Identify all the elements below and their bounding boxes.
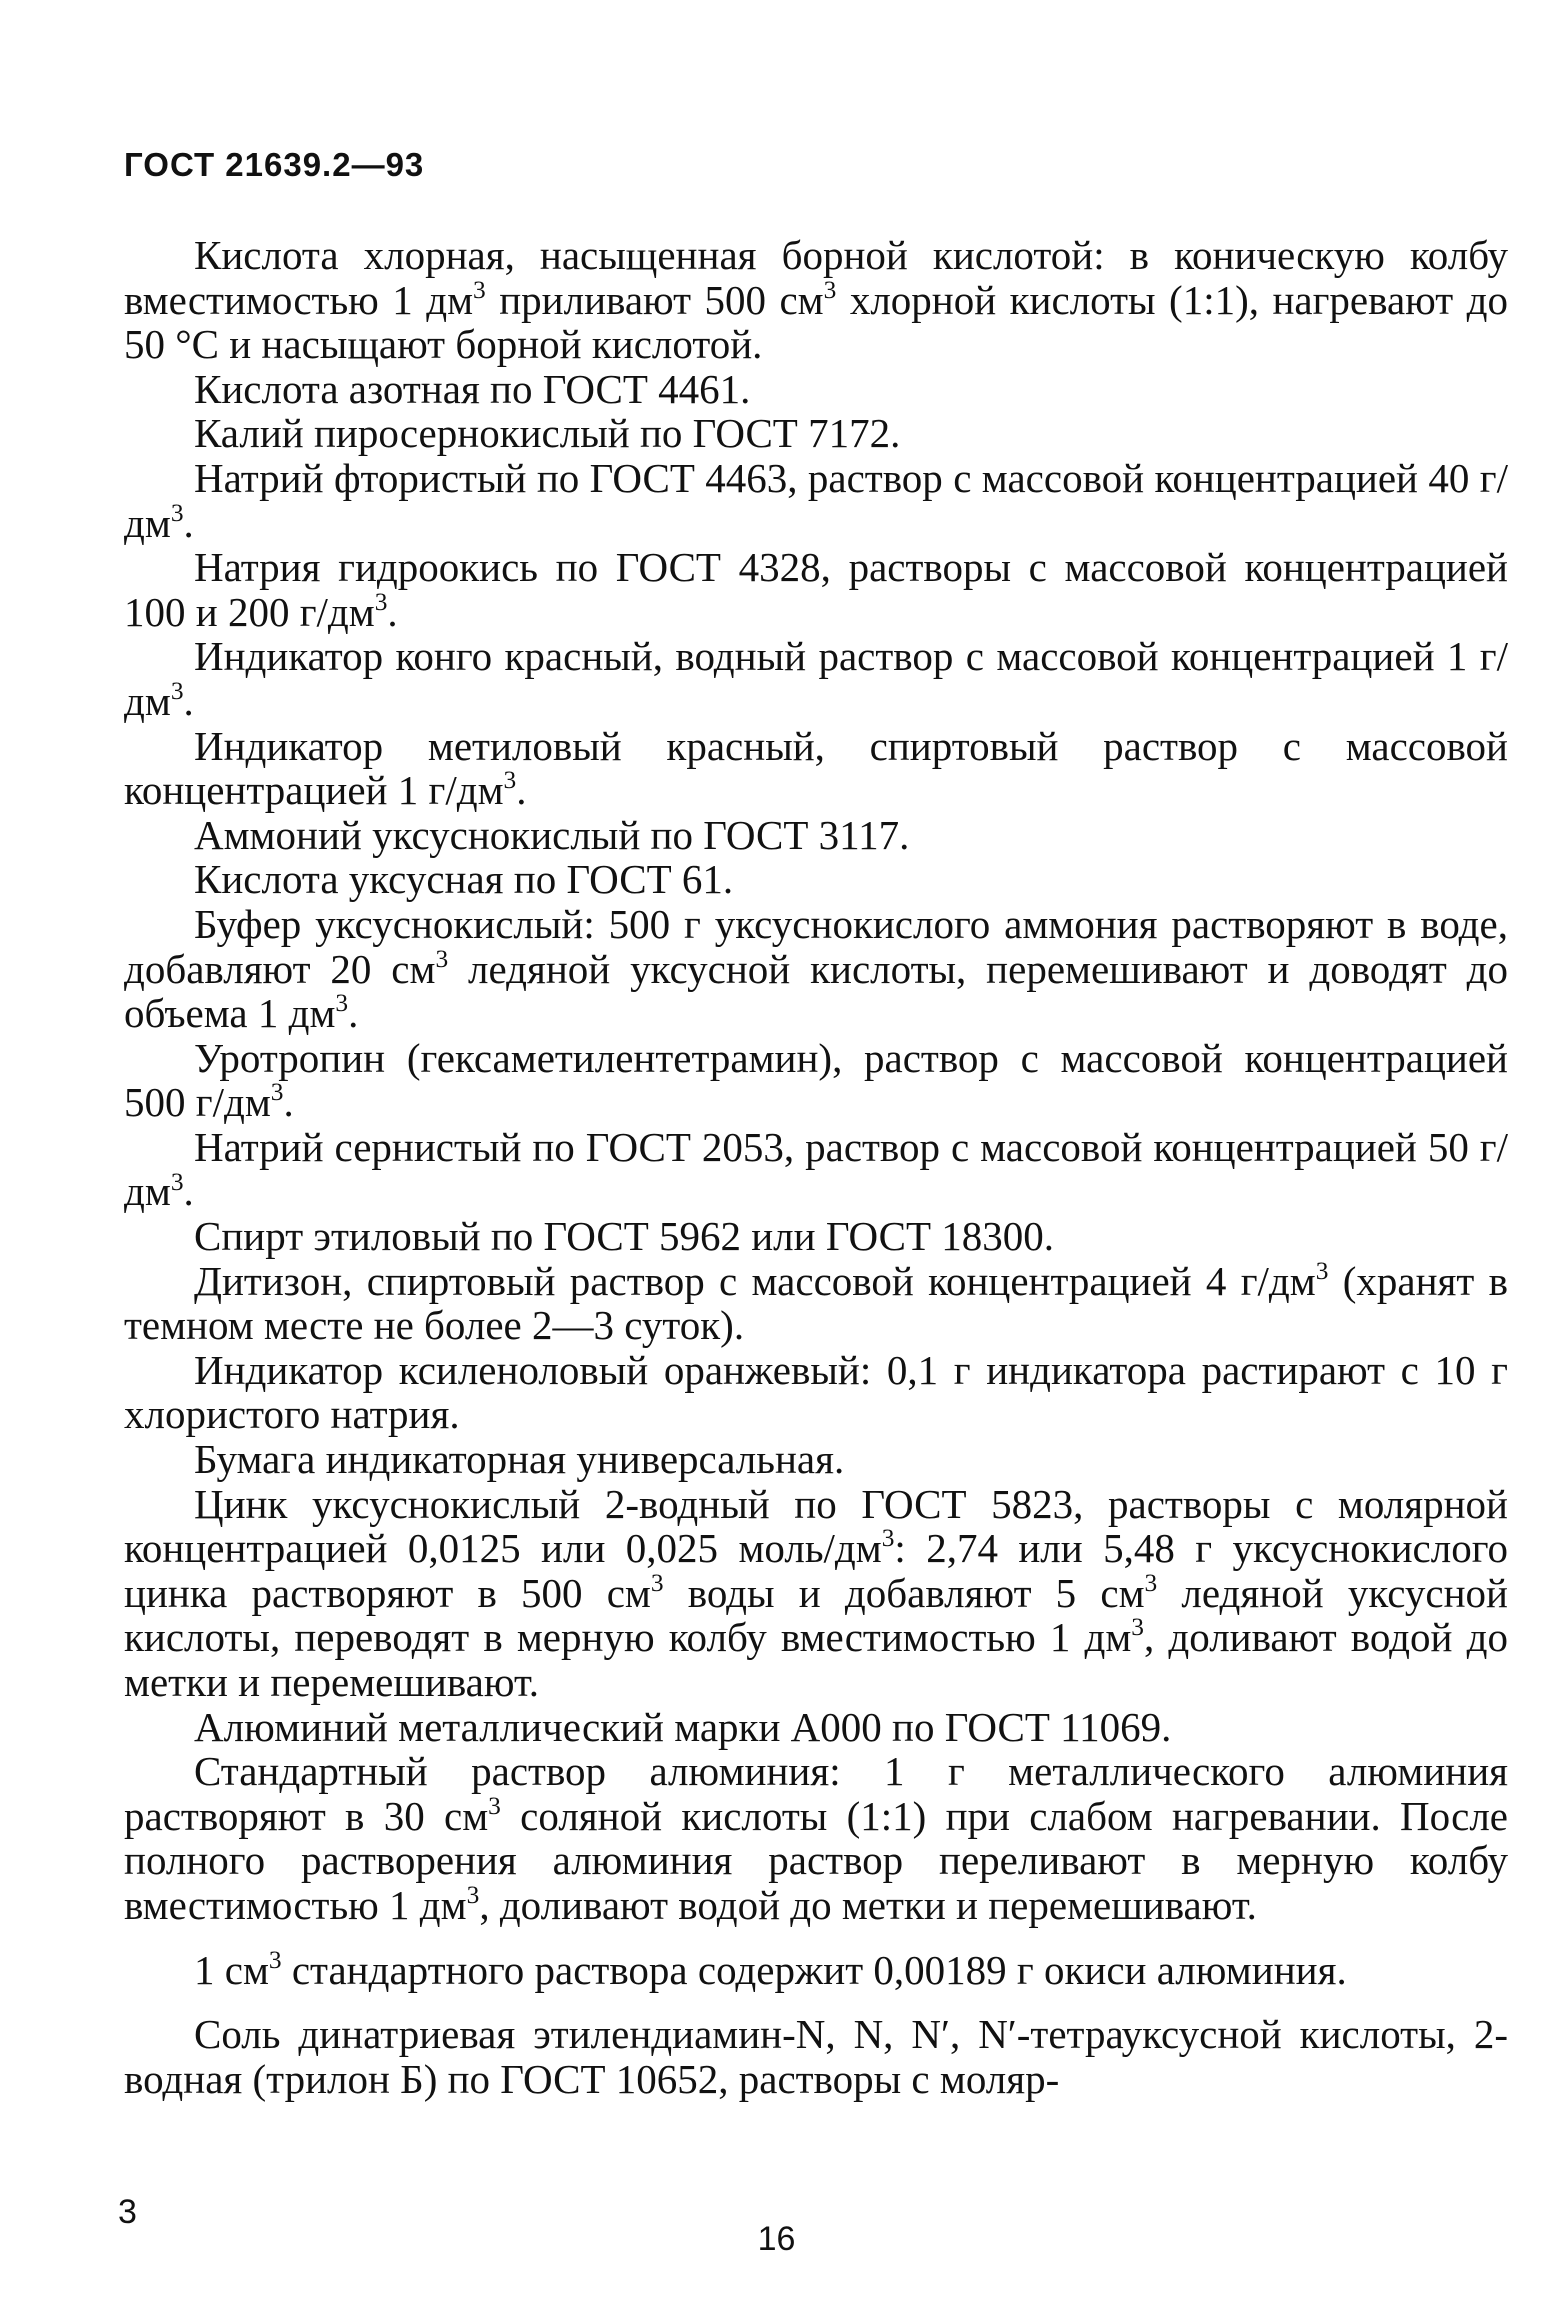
paragraph: Спирт этиловый по ГОСТ 5962 или ГОСТ 18300. <box>194 1213 1055 1260</box>
paragraph: Индикатор конго красный, водный раствор с массовой концентрацией 1 $г/дм^3$. <box>124 633 1508 724</box>
page-number: 16 <box>757 2220 796 2258</box>
paragraph: Натрий сернистый по ГОСТ 2053, раствор с массовой концентрацией 50 $г/дм^3$. <box>124 1123 1508 1215</box>
paragraph: Калий пиросернокислый по ГОСТ 7172. <box>194 410 901 457</box>
document-body <box>124 233 1508 2101</box>
paragraph: Аммоний уксуснокислый по ГОСТ 3117. <box>194 811 910 858</box>
paragraph: Кислота уксусная по ГОСТ 61. <box>194 856 734 903</box>
paragraph: Индикатор ксиленоловый оранжевый: 0,1 г индикатора растирают с 10 г хлористого натрия. <box>124 1346 1508 1438</box>
paragraph: Дитизон, спиртовый раствор с массовой концентрацией 4 $г/дм^3$ (хранят в темном месте не более 2—3 суток). <box>124 1256 1508 1349</box>
paragraph: Бумага индикаторная универсальная. <box>194 1436 845 1483</box>
paragraph: Кислота азотная по ГОСТ 4461. <box>194 365 751 412</box>
paragraph: Натрия гидроокись по ГОСТ 4328, растворы с массовой концентрацией 100 и 200 $г/дм^3$. <box>124 544 1508 635</box>
paragraph: Алюминий металлический марки А000 по ГОСТ 11069. <box>194 1703 1172 1750</box>
sheet-number: 3 <box>118 2193 137 2231</box>
paragraph: Соль динатриевая этилендиамин-N, N, N′, N′-тетрауксусной кислоты, 2-водная (трилон Б) по ГОСТ 10652, растворы с моляр- <box>124 2011 1508 2102</box>
paragraph: Буфер уксуснокислый: 500 г уксуснокислого аммония растворяют в воде, добавляют 20 $см^3$ ледяной уксусной кислоты, перемешивают и доводят до объема 1 $дм^3$. <box>124 900 1508 1037</box>
paragraph: Кислота хлорная, насыщенная борной кислотой: в коническую колбу вместимостью 1 $дм^3$ приливают 500 $см^3$ хлорной кислоты (1:1), нагревают до 50 °С и насыщают борной кислотой. <box>124 232 1508 368</box>
paragraph: Цинк уксуснокислый 2-водный по ГОСТ 5823, растворы с молярной концентрацией 0,0125 или 0,025 моль/$дм^3$: 2,74 или 5,48 г уксуснокислого цинка растворяют в 500 $см^3$ воды и добавляют 5 $см^3$ ледяной уксусной кислоты, переводят в мерную колбу вместимостью 1 $дм^3$, доливают водой до метки и перемешивают. <box>124 1480 1508 1705</box>
paragraph: Натрий фтористый по ГОСТ 4463, раствор с массовой концентрацией 40 $г/дм^3$. <box>124 454 1508 546</box>
paragraph: Стандартный раствор алюминия: 1 г металлического алюминия растворяют в 30 $см^3$ соляной кислоты (1:1) при слабом нагревании. После полного растворения алюминия раствор переливают в мерную колбу вместимостью 1 $дм^3$, доливают водой до метки и перемешивают. <box>124 1748 1508 1928</box>
paragraph: Уротропин (гексаметилентетрамин), раствор с массовой концентрацией 500 $г/дм^3$. <box>124 1034 1508 1126</box>
paragraph: 1 $см^3$ стандартного раствора содержит 0,00189 г окиси алюминия. <box>194 1945 1347 1993</box>
paragraph: Индикатор метиловый красный, спиртовый раствор с массовой концентрацией 1 $г/дм^3$. <box>124 722 1508 814</box>
document-header: ГОСТ 21639.2—93 <box>124 146 425 183</box>
